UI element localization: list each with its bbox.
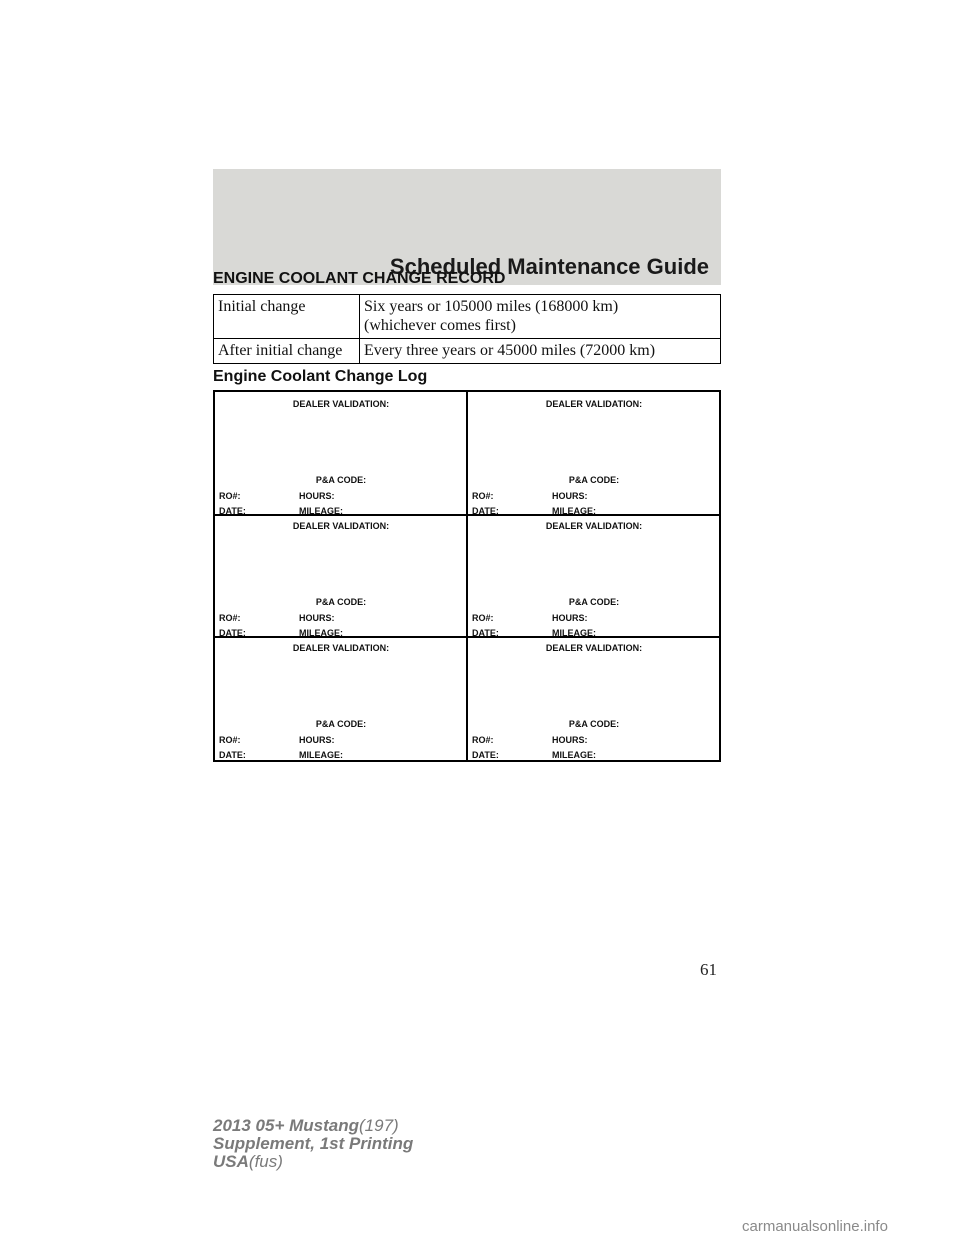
mileage-label: MILEAGE:	[299, 750, 343, 760]
footer-market-code: (fus)	[248, 1152, 283, 1171]
ro-label: RO#:	[219, 613, 241, 623]
hours-label: HOURS:	[299, 735, 335, 745]
mileage-label: MILEAGE:	[552, 628, 596, 638]
mileage-label: MILEAGE:	[552, 750, 596, 760]
watermark: carmanualsonline.info	[742, 1218, 888, 1235]
interval-value	[360, 295, 721, 339]
header-band	[213, 169, 721, 285]
interval-value: Every three years or 45000 miles (72000 km)	[360, 339, 721, 364]
log-entry-cell	[215, 514, 467, 637]
ro-label: RO#:	[472, 735, 494, 745]
mileage-label: MILEAGE:	[552, 506, 596, 516]
pa-code-label: P&A CODE:	[315, 475, 367, 485]
log-entry-cell	[215, 636, 467, 760]
log-entry-cell	[215, 392, 467, 515]
ro-label: RO#:	[219, 735, 241, 745]
date-label: DATE:	[472, 750, 499, 760]
coolant-interval-table	[213, 294, 721, 364]
interval-label: After initial change	[214, 339, 360, 364]
footer-model: 2013 05+ Mustang	[213, 1116, 359, 1135]
document-footer	[213, 1117, 413, 1171]
page-number: 61	[700, 960, 717, 979]
date-label: DATE:	[219, 750, 246, 760]
date-label: DATE:	[472, 628, 499, 638]
dealer-validation-label: DEALER VALIDATION:	[292, 643, 390, 653]
footer-market: USA	[213, 1152, 249, 1171]
interval-label: Initial change	[214, 295, 360, 339]
log-entry-cell	[468, 636, 720, 760]
pa-code-label: P&A CODE:	[315, 719, 367, 729]
date-label: DATE:	[219, 628, 246, 638]
table-row	[214, 339, 721, 364]
table-row	[214, 295, 721, 339]
hours-label: HOURS:	[552, 735, 588, 745]
pa-code-label: P&A CODE:	[568, 597, 620, 607]
interval-value-line: Six years or 105000 miles (168000 km)	[364, 298, 619, 315]
coolant-change-log-grid	[213, 390, 721, 762]
section-title: ENGINE COOLANT CHANGE RECORD	[213, 270, 506, 287]
ro-label: RO#:	[472, 613, 494, 623]
hours-label: HOURS:	[299, 491, 335, 501]
log-entry-cell	[468, 392, 720, 515]
dealer-validation-label: DEALER VALIDATION:	[545, 643, 643, 653]
ro-label: RO#:	[472, 491, 494, 501]
footer-edition: Supplement, 1st Printing	[213, 1134, 414, 1153]
hours-label: HOURS:	[299, 613, 335, 623]
dealer-validation-label: DEALER VALIDATION:	[292, 399, 390, 409]
footer-page-code: (197)	[359, 1116, 399, 1135]
page-header-title: Scheduled Maintenance Guide	[389, 254, 709, 279]
log-title: Engine Coolant Change Log	[213, 368, 428, 385]
pa-code-label: P&A CODE:	[568, 719, 620, 729]
pa-code-label: P&A CODE:	[568, 475, 620, 485]
ro-label: RO#:	[219, 491, 241, 501]
dealer-validation-label: DEALER VALIDATION:	[292, 521, 390, 531]
footer-line	[213, 1135, 413, 1153]
log-entry-cell	[468, 514, 720, 637]
date-label: DATE:	[219, 506, 246, 516]
mileage-label: MILEAGE:	[299, 506, 343, 516]
hours-label: HOURS:	[552, 613, 588, 623]
mileage-label: MILEAGE:	[299, 628, 343, 638]
hours-label: HOURS:	[552, 491, 588, 501]
date-label: DATE:	[472, 506, 499, 516]
dealer-validation-label: DEALER VALIDATION:	[545, 399, 643, 409]
footer-line	[213, 1117, 413, 1135]
pa-code-label: P&A CODE:	[315, 597, 367, 607]
footer-line	[213, 1153, 413, 1171]
interval-value-line: (whichever comes first)	[364, 317, 516, 334]
dealer-validation-label: DEALER VALIDATION:	[545, 521, 643, 531]
